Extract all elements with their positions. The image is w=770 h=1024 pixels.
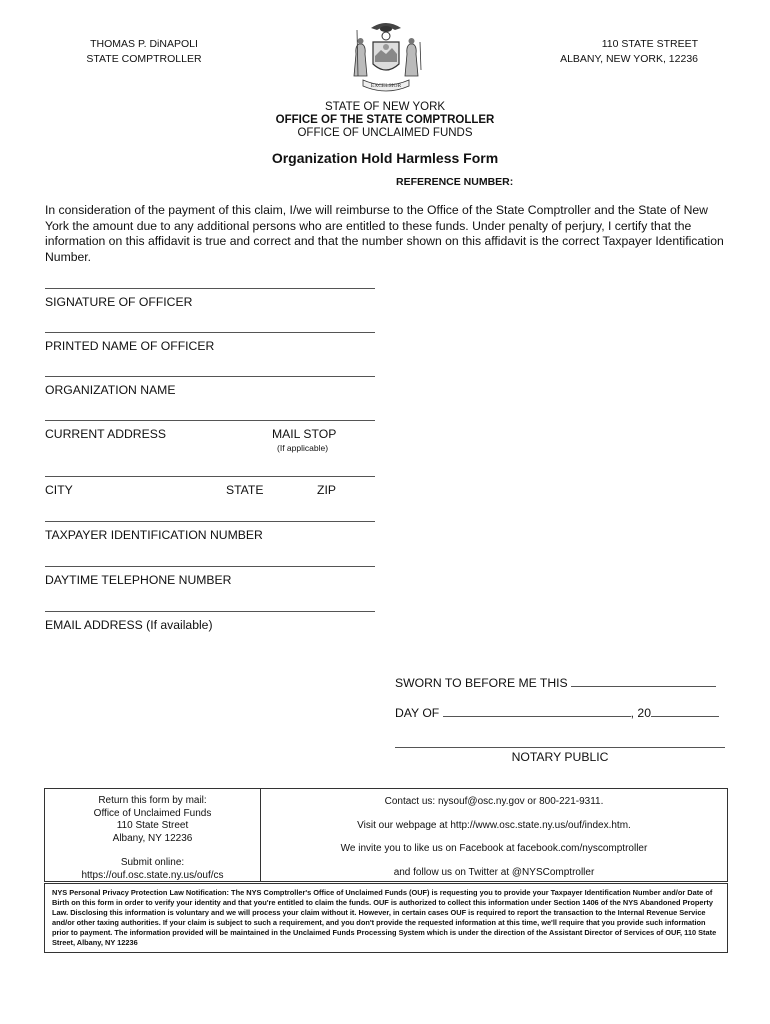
svg-text:EXCELSIOR: EXCELSIOR <box>370 83 402 89</box>
organization-name-line[interactable] <box>45 376 375 377</box>
mail-return-label: Return this form by mail: <box>98 795 207 806</box>
printed-name-label: PRINTED NAME OF OFFICER <box>45 339 215 353</box>
tin-field[interactable] <box>45 521 375 542</box>
city-state-zip-line[interactable] <box>45 476 375 477</box>
sworn-row <box>395 676 725 690</box>
office-city: ALBANY, NEW YORK, 12236 <box>560 53 698 65</box>
mail-stop-label: MAIL STOP <box>272 427 337 441</box>
return-info-cell <box>45 789 261 881</box>
state-name: STATE OF NEW YORK <box>324 101 446 113</box>
comptroller-title: STATE COMPTROLLER <box>86 53 202 65</box>
division-name: OFFICE OF UNCLAIMED FUNDS <box>297 127 473 139</box>
privacy-notice: NYS Personal Privacy Protection Law Notification: The NYS Comptroller's Office of Unclaimed Funds (OUF) is requesting you to provide your Taxpayer Identification Number and/or Date of Birth on this form in order to verify your identity and that you're entitled to claim the funds. OUF is authorized to collect this information under Section 1406 of the NYS Abandoned Property Law. Disclosing this information is voluntary and we will process your claim without it. However, in certain cases OUF is required to report the transaction to the Internal Revenue Service and/or other taxing authorities. If your claim is subject to such a requirement, and you don't provide the requested information at this time, we'll require that you provide such information prior to payment. The information provided will be maintained in the Unclaimed Funds Processing System which is under the direction of the Assistant Director of Services of OUF, 110 State Street, Albany, NY 12236 <box>44 883 728 953</box>
phone-label: DAYTIME TELEPHONE NUMBER <box>45 573 232 587</box>
office-name: OFFICE OF THE STATE COMPTROLLER <box>275 114 495 126</box>
office-street: 110 STATE STREET <box>601 38 698 50</box>
current-address-label: CURRENT ADDRESS <box>45 427 166 441</box>
address-field[interactable] <box>45 420 375 453</box>
tin-label: TAXPAYER IDENTIFICATION NUMBER <box>45 528 263 542</box>
twitter-link[interactable]: and follow us on Twitter at @NYSComptroller <box>393 867 595 878</box>
mail-return-office: Office of Unclaimed Funds <box>93 807 212 819</box>
mail-stop-note: (If applicable) <box>277 443 329 453</box>
comptroller-name: THOMAS P. DiNAPOLI <box>90 38 198 50</box>
notary-public-label: NOTARY PUBLIC <box>511 750 609 764</box>
phone-field[interactable] <box>45 566 375 587</box>
mail-return-street: 110 State Street <box>116 820 189 831</box>
ny-state-seal-icon <box>337 20 435 98</box>
printed-name-line[interactable] <box>45 332 375 333</box>
contact-box <box>44 788 728 882</box>
notary-signature-line[interactable] <box>395 747 725 748</box>
printed-name-field[interactable] <box>45 332 375 353</box>
city-state-zip-labels <box>45 483 375 497</box>
day-of-row <box>395 706 725 720</box>
year-prefix: , 20 <box>630 706 651 720</box>
office-address-block <box>528 37 698 67</box>
contact-email-phone[interactable]: Contact us: nysouf@osc.ny.gov or 800-221-9311. <box>384 796 604 807</box>
online-submit-url[interactable]: https://ouf.osc.state.ny.us/ouf/cs <box>81 869 224 881</box>
email-field[interactable] <box>45 611 375 632</box>
mail-return-city: Albany, NY 12236 <box>112 832 193 844</box>
signature-label: SIGNATURE OF OFFICER <box>45 295 193 309</box>
form-title: Organization Hold Harmless Form <box>271 150 499 166</box>
day-of-label: DAY OF <box>395 706 440 720</box>
address-line[interactable] <box>45 420 375 421</box>
comptroller-name-block <box>74 37 214 67</box>
agency-name-block <box>0 101 770 140</box>
email-label: EMAIL ADDRESS (If available) <box>45 618 213 632</box>
sworn-label: SWORN TO BEFORE ME THIS <box>395 676 568 690</box>
reference-number-label: REFERENCE NUMBER: <box>396 176 514 188</box>
tin-line[interactable] <box>45 521 375 522</box>
month-line[interactable] <box>443 706 631 717</box>
address-labels <box>45 427 375 453</box>
online-submit-label: Submit online: <box>120 857 185 868</box>
city-label: CITY <box>45 483 73 497</box>
email-line[interactable] <box>45 611 375 612</box>
organization-name-field[interactable] <box>45 376 375 397</box>
signature-line[interactable] <box>45 288 375 289</box>
year-line[interactable] <box>651 706 719 717</box>
phone-line[interactable] <box>45 566 375 567</box>
notary-signature-field[interactable] <box>395 747 725 764</box>
signature-field[interactable] <box>45 288 375 309</box>
contact-info-cell <box>261 789 727 881</box>
organization-name-label: ORGANIZATION NAME <box>45 383 176 397</box>
city-state-zip-field[interactable] <box>45 476 375 497</box>
webpage-link[interactable]: Visit our webpage at http://www.osc.state.ny.us/ouf/index.htm. <box>357 820 631 831</box>
facebook-link[interactable]: We invite you to like us on Facebook at facebook.com/nyscomptroller <box>340 843 648 854</box>
affidavit-text: In consideration of the payment of this claim, I/we will reimburse to the Office of the State Comptroller and the State of New York the amount due to any additional persons who are entitled to these funds. Under penalty of perjury, I certify that the information on this affidavit is true and correct and that the number shown on this affidavit is the correct Taxpayer Identification Number. <box>45 203 724 264</box>
zip-label: ZIP <box>317 483 336 497</box>
state-label: STATE <box>226 483 264 497</box>
sworn-date-line[interactable] <box>571 676 716 687</box>
